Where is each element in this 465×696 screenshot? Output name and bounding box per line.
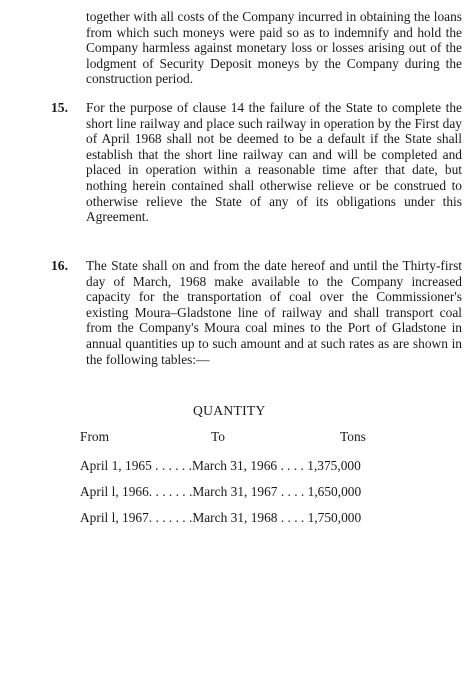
quantity-table-heading: QUANTITY [193, 403, 266, 418]
column-header-tons: Tons [340, 429, 366, 444]
table-row: April l, 1967. . . . . . .March 31, 1968 . . . . 1,750,000 [80, 510, 362, 525]
table-row: April 1, 1965 . . . . . .March 31, 1966 . . . . 1,375,000 [80, 458, 361, 473]
table-row: April l, 1966. . . . . . .March 31, 1967 . . . . 1,650,000 [80, 484, 362, 499]
clause-15-text: For the purpose of clause 14 the failure of the State to complete the short line railway and place such railway in operation by the First day of April 1968 shall not be deemed to be a default if the State shall establish that the short line railway can and will be completed and placed in operation within a reasonable time after that date, but nothing herein contained shall otherwise relieve or be construed to otherwise relieve the State of any of its obligations under this Agreement. [86, 100, 462, 225]
clause-16-text: The State shall on and from the date hereof and until the Thirty-first day of March, 1968 make available to the Company increased capacity for the transportation of coal over the Commissioner's existing Moura–Gladstone line of railway and shall transport coal from the Company's Moura coal mines to the Port of Gladstone in annual quantities up to such amount and at such rates as are shown in the following tables:— [86, 258, 462, 367]
column-header-to: To [211, 429, 225, 444]
clause-15-number: 15. [51, 100, 68, 115]
continuation-paragraph: together with all costs of the Company incurred in obtaining the loans from which such moneys were paid so as to indemnify and hold the Company harmless against monetary loss or losses arising out of the lodgment of Security Deposit moneys by the Company during the construction period. [86, 9, 462, 87]
clause-16-number: 16. [51, 258, 68, 273]
column-header-from: From [80, 429, 110, 444]
